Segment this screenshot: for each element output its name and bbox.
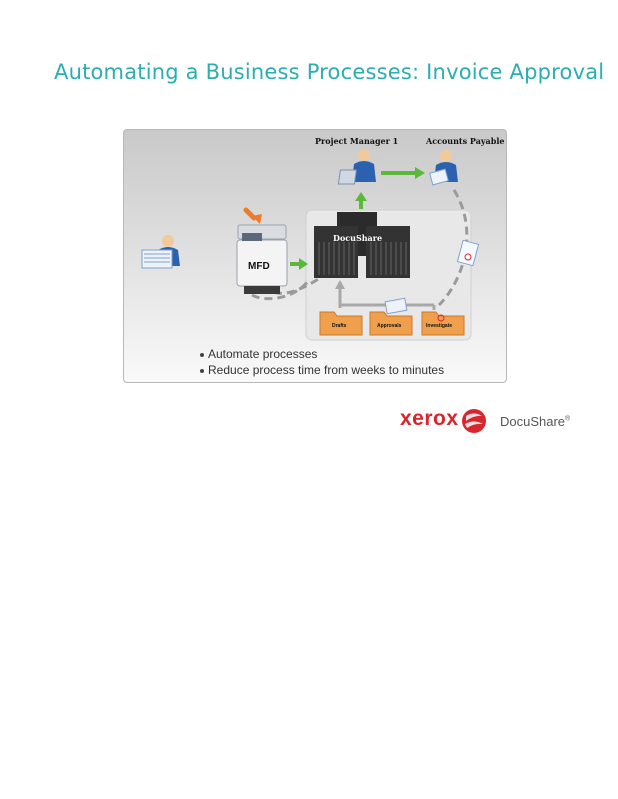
xerox-wordmark: xerox bbox=[400, 407, 459, 430]
arrow-manager-to-ap bbox=[381, 167, 425, 179]
invoice-approval-diagram bbox=[123, 129, 507, 383]
mfd-printer-icon bbox=[237, 210, 287, 294]
diagram-artwork bbox=[124, 130, 506, 382]
label-folder-approvals: Approvals bbox=[377, 323, 402, 329]
bullet-dot bbox=[200, 353, 204, 357]
bullet-automate: Automate processes bbox=[208, 347, 318, 361]
arrow-mfd-to-server bbox=[290, 258, 308, 270]
docushare-wordmark: DocuShare® bbox=[500, 414, 571, 429]
label-folder-drafts: Drafts bbox=[332, 323, 347, 329]
xerox-docushare-logo bbox=[398, 405, 588, 439]
label-accounts-payable: Accounts Payable bbox=[426, 136, 505, 146]
project-manager-icon bbox=[338, 149, 376, 184]
xerox-sphere-icon bbox=[460, 407, 488, 435]
label-mfd: MFD bbox=[248, 261, 270, 272]
bullet-dot bbox=[200, 369, 204, 373]
label-repository: DocuShare bbox=[333, 233, 383, 243]
label-folder-investigate: Investigate bbox=[426, 323, 453, 329]
page-title: Automating a Business Processes: Invoice Approval bbox=[54, 60, 605, 84]
scanner-user-icon bbox=[142, 235, 180, 268]
bullet-reduce-time: Reduce process time from weeks to minutes bbox=[208, 363, 445, 377]
label-project-manager: Project Manager 1 bbox=[315, 136, 399, 146]
arrow-server-to-manager bbox=[355, 192, 367, 209]
accounts-payable-icon bbox=[430, 150, 458, 185]
